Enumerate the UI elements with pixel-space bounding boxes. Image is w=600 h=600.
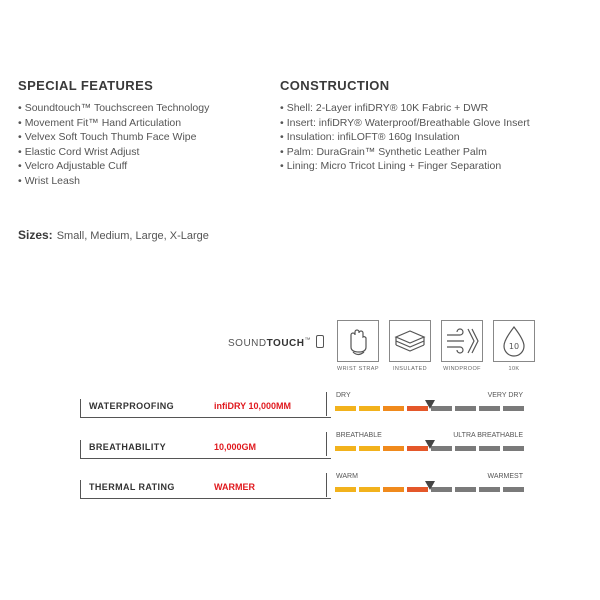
badge-label-windproof: WINDPROOF [443, 366, 481, 372]
construction-heading: CONSTRUCTION [280, 78, 390, 93]
rating-row-waterproofing [80, 399, 331, 418]
special-features-section [18, 78, 209, 189]
feature-item: • Wrist Leash [18, 174, 209, 189]
rating-value: WARMER [214, 482, 255, 492]
construction-item: • Palm: DuraGrain™ Synthetic Leather Palm [280, 145, 530, 160]
scale-marker [425, 440, 435, 449]
scale-high-label: WARMEST [487, 473, 523, 480]
scale-high-label: ULTRA BREATHABLE [453, 432, 523, 439]
scale-marker [425, 481, 435, 490]
soundtouch-logo-part1: SOUND [228, 338, 267, 349]
scale-segment [479, 487, 500, 492]
rating-value: 10,000GM [214, 442, 257, 452]
insulated-icon [389, 320, 431, 362]
scale-segment [359, 406, 380, 411]
scale-high-label: VERY DRY [487, 392, 523, 399]
scale-segment [383, 446, 404, 451]
waterproof-10k-icon-text: 10 [508, 342, 520, 351]
phone-icon [316, 335, 324, 348]
wrist-strap-icon [337, 320, 379, 362]
special-features-heading: SPECIAL FEATURES [18, 78, 154, 93]
construction-item: • Insulation: infiLOFT® 160g Insulation [280, 130, 530, 145]
scale-segment [359, 446, 380, 451]
sizes-label: Sizes: [18, 228, 53, 242]
scale-low-label: WARM [336, 473, 358, 480]
special-features-list [18, 101, 209, 189]
feature-item: • Velvex Soft Touch Thumb Face Wipe [18, 130, 209, 145]
scale-segment [359, 487, 380, 492]
rating-label: BREATHABILITY [89, 442, 167, 452]
scale-segment [503, 406, 524, 411]
scale-segment [455, 406, 476, 411]
rating-scale-waterproofing [326, 392, 524, 416]
soundtouch-logo-tm: ™ [304, 337, 311, 344]
rating-row-breathability [80, 440, 331, 459]
badge-label-wrist-strap: WRIST STRAP [337, 366, 379, 372]
scale-segment [479, 446, 500, 451]
scale-segment [383, 487, 404, 492]
soundtouch-logo [228, 335, 324, 349]
scale-segment [455, 487, 476, 492]
scale-segment [335, 446, 356, 451]
rating-label: WATERPROOFING [89, 401, 175, 411]
sizes-line [18, 228, 209, 242]
scale-low-label: BREATHABLE [336, 432, 382, 439]
construction-item: • Insert: infiDRY® Waterproof/Breathable Glove Insert [280, 116, 530, 131]
construction-list [280, 101, 530, 174]
rating-scale-breathability [326, 432, 524, 456]
sizes-value: Small, Medium, Large, X-Large [56, 230, 209, 242]
badge-label-10k: 10K [508, 366, 520, 372]
construction-section [280, 78, 530, 174]
feature-item: • Velcro Adjustable Cuff [18, 159, 209, 174]
scale-segment [455, 446, 476, 451]
soundtouch-logo-part2: TOUCH [266, 338, 305, 349]
rating-scale-thermal [326, 473, 524, 497]
feature-item: • Soundtouch™ Touchscreen Technology [18, 101, 209, 116]
scale-segment [479, 406, 500, 411]
feature-item: • Elastic Cord Wrist Adjust [18, 145, 209, 160]
feature-item: • Movement Fit™ Hand Articulation [18, 116, 209, 131]
scale-segment [503, 487, 524, 492]
badge-label-insulated: INSULATED [392, 366, 428, 372]
scale-segment [335, 487, 356, 492]
scale-marker [425, 400, 435, 409]
scale-segment [503, 446, 524, 451]
rating-label: THERMAL RATING [89, 482, 175, 492]
waterproof-10k-icon [493, 320, 535, 362]
rating-value: infiDRY 10,000MM [214, 401, 292, 411]
construction-item: • Lining: Micro Tricot Lining + Finger Separation [280, 159, 530, 174]
construction-item: • Shell: 2-Layer infiDRY® 10K Fabric + DWR [280, 101, 530, 116]
rating-row-thermal [80, 480, 331, 499]
scale-low-label: DRY [336, 392, 351, 399]
windproof-icon [441, 320, 483, 362]
scale-segment [383, 406, 404, 411]
scale-segment [335, 406, 356, 411]
